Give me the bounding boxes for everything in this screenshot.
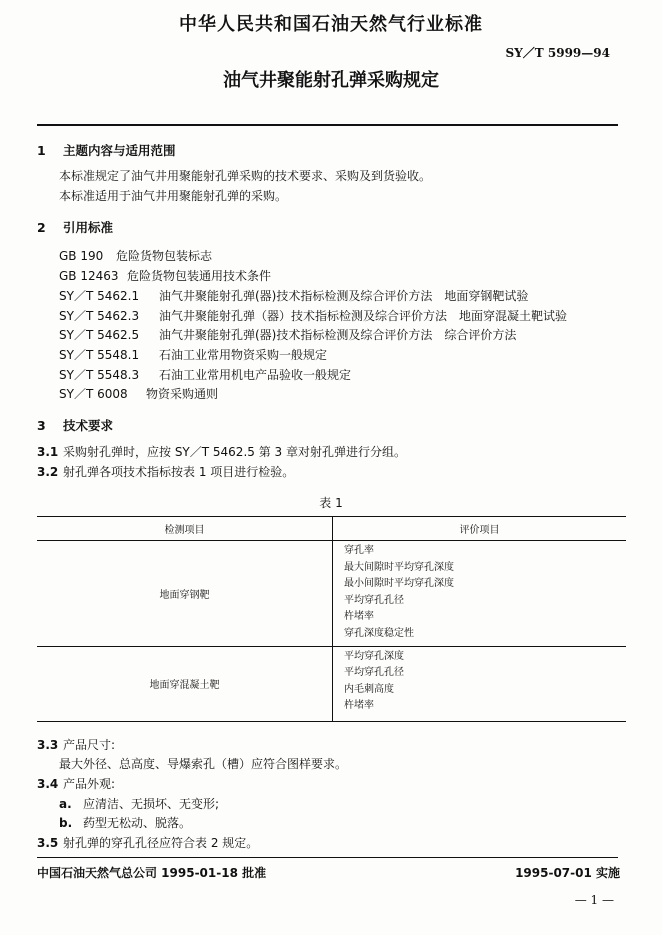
reference-item: GB 190 危险货物包装标志 [59, 249, 213, 263]
clause-3-2: 3.2 射孔弹各项技术指标按表 1 项目进行检验。 [37, 465, 295, 479]
table-row [37, 646, 626, 721]
standard-organization: 中华人民共和国石油天然气行业标准 [179, 14, 483, 35]
section-1-line-1: 本标准规定了油气井用聚能射孔弹采购的技术要求、采购及到货验收。 [59, 169, 432, 183]
table-header-cell: 评价项目 [333, 517, 627, 541]
table-cell-eval: 平均穿孔深度 [344, 650, 404, 662]
table-cell-eval: 最小间隙时平均穿孔深度 [344, 578, 454, 590]
evaluation-table [37, 516, 626, 722]
table-cell-eval: 平均穿孔孔径 [344, 667, 404, 679]
table-cell-eval: 最大间隙时平均穿孔深度 [344, 561, 454, 573]
reference-item: SY／T 5462.5 油气井聚能射孔弹(器)技术指标检测及综合评价方法 综合评价方法 [59, 328, 517, 342]
page-number: — 1 — [574, 893, 614, 907]
list-item: b. 药型无松动、脱落。 [59, 816, 192, 830]
clause-3-3: 3.3 产品尺寸: [37, 738, 116, 752]
reference-item: SY／T 5462.3 油气井聚能射孔弹（器）技术指标检测及综合评价方法 地面穿混凝土靶试验 [59, 309, 568, 323]
reference-item: SY／T 5462.1 油气井聚能射孔弹(器)技术指标检测及综合评价方法 地面穿钢靶试验 [59, 289, 529, 303]
reference-item: GB 12463 危险货物包装通用技术条件 [59, 269, 272, 283]
clause-3-5: 3.5 射孔弹的穿孔孔径应符合表 2 规定。 [37, 836, 259, 850]
implementation-date: 1995-07-01 实施 [515, 866, 620, 880]
clause-3-1: 3.1 采购射孔弹时，应按 SY／T 5462.5 第 3 章对射孔弹进行分组。 [37, 445, 406, 459]
approval-line: 中国石油天然气总公司 1995-01-18 批准 [37, 866, 267, 880]
table-header-cell: 检测项目 [37, 517, 333, 541]
table-caption: 表 1 [319, 496, 343, 510]
table-row [37, 541, 626, 647]
section-3-heading: 3 技术要求 [37, 418, 114, 433]
table-cell-eval: 杵堵率 [344, 700, 374, 712]
clause-3-3-text: 最大外径、总高度、导爆索孔（槽）应符合图样要求。 [59, 757, 348, 771]
standard-code: SY／T 5999—94 [505, 46, 610, 60]
header-rule [37, 124, 618, 126]
section-2-heading: 2 引用标准 [37, 220, 114, 235]
reference-item: SY／T 6008 物资采购通则 [59, 387, 219, 401]
list-item: a. 应清洁、无损坏、无变形; [59, 797, 220, 811]
table-cell-eval: 穿孔深度稳定性 [344, 627, 414, 639]
table-cell-item: 地面穿混凝土靶 [37, 646, 333, 721]
table-header-row [37, 517, 626, 541]
reference-item: SY／T 5548.3 石油工业常用机电产品验收一般规定 [59, 368, 352, 382]
table-cell-eval: 穿孔率 [344, 545, 374, 556]
reference-item: SY／T 5548.1 石油工业常用物资采购一般规定 [59, 348, 328, 362]
section-1-line-2: 本标准适用于油气井用聚能射孔弹的采购。 [59, 189, 288, 203]
section-1-heading: 1 主题内容与适用范围 [37, 143, 176, 158]
table-cell-item: 地面穿钢靶 [37, 541, 333, 647]
footer-rule [37, 857, 618, 858]
table-cell-eval: 杵堵率 [344, 611, 374, 623]
document-title: 油气井聚能射孔弹采购规定 [223, 70, 439, 91]
table-cell-eval: 平均穿孔孔径 [344, 594, 404, 606]
table-cell-eval: 内毛刺高度 [344, 683, 394, 695]
clause-3-4: 3.4 产品外观: [37, 777, 116, 791]
